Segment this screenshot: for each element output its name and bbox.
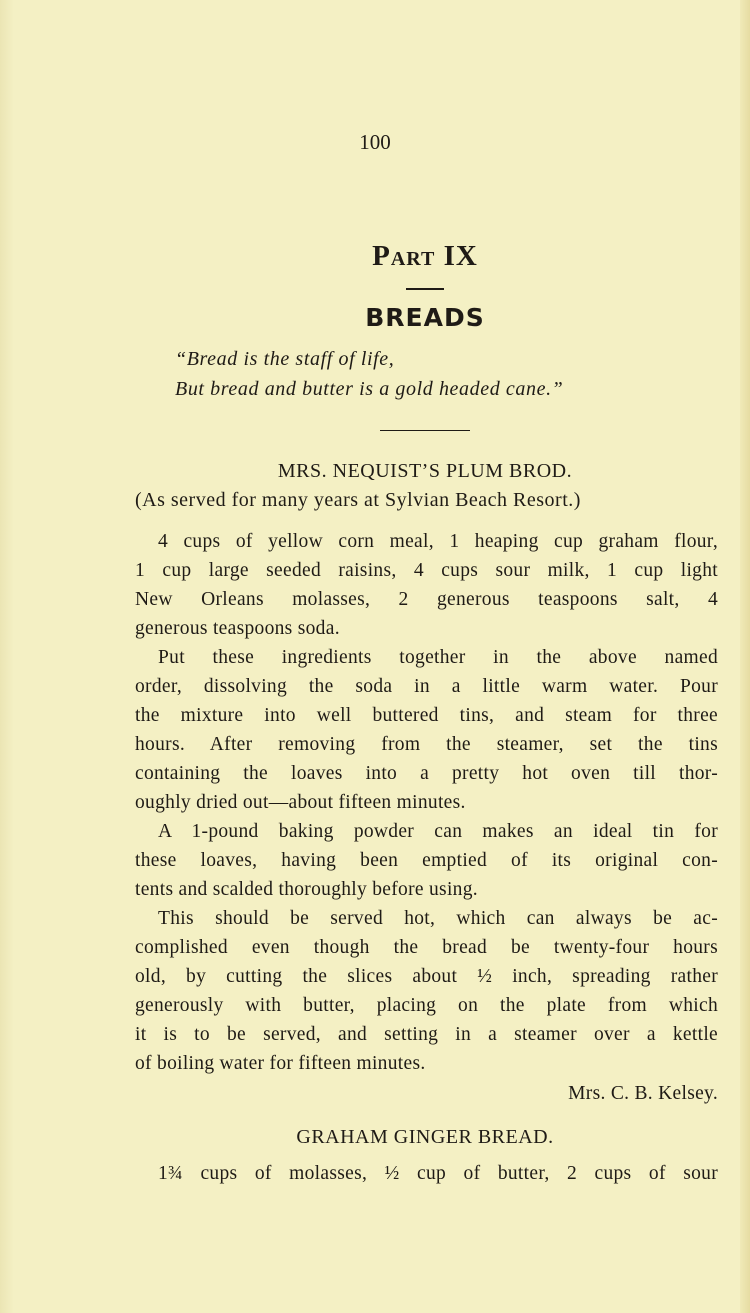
recipe-text-line: tents and scalded thoroughly before using.: [135, 879, 478, 900]
page-shadow-left: [0, 0, 14, 1313]
epigraph-line: “Bread is the staff of life,: [175, 348, 395, 370]
epigraph-line: But bread and butter is a gold headed cane.”: [175, 378, 564, 400]
recipe-text-line: generous teaspoons soda.: [135, 618, 340, 639]
page-number: 100: [359, 130, 391, 154]
recipe-text-line: old, by cutting the slices about ½ inch, spreading rather: [135, 966, 718, 987]
recipe-text-line: it is to be served, and setting in a steamer over a kettle: [135, 1024, 718, 1045]
recipe-text-line: oughly dried out—about fifteen minutes.: [135, 792, 466, 813]
recipe-text-line: This should be served hot, which can always be ac-: [158, 908, 718, 929]
recipe-signature: Mrs. C. B. Kelsey.: [568, 1083, 718, 1104]
recipe-text-line: of boiling water for fifteen minutes.: [135, 1053, 426, 1074]
recipe-text-line: generously with butter, placing on the plate from which: [135, 995, 718, 1016]
recipe-text-line: these loaves, having been emptied of its original con-: [135, 850, 718, 871]
recipe-text-line: A 1-pound baking powder can makes an ideal tin for: [158, 821, 718, 842]
page-edge-right: [740, 0, 750, 1313]
recipe-text-line: 4 cups of yellow corn meal, 1 heaping cup graham flour,: [158, 531, 718, 552]
recipe-text-line: the mixture into well buttered tins, and steam for three: [135, 705, 718, 726]
section-divider: [380, 430, 470, 431]
recipe-title: MRS. NEQUIST’S PLUM BROD.: [277, 460, 573, 482]
recipe-text-line: 1¾ cups of molasses, ½ cup of butter, 2 cups of sour: [158, 1163, 718, 1184]
recipe-text-line: 1 cup large seeded raisins, 4 cups sour milk, 1 cup light: [135, 560, 718, 581]
recipe-text-line: complished even though the bread be twenty-four hours: [135, 937, 718, 958]
recipe-title: GRAHAM GINGER BREAD.: [296, 1126, 554, 1148]
section-title: BREADS: [365, 303, 485, 332]
part-title: Part IX: [372, 240, 478, 272]
recipe-text-line: New Orleans molasses, 2 generous teaspoons salt, 4: [135, 589, 718, 610]
part-rule: [406, 288, 444, 290]
recipe-text-line: hours. After removing from the steamer, set the tins: [135, 734, 718, 755]
recipe-subtitle: (As served for many years at Sylvian Beach Resort.): [135, 489, 581, 511]
recipe-text-line: containing the loaves into a pretty hot oven till thor-: [135, 763, 718, 784]
recipe-text-line: order, dissolving the soda in a little warm water. Pour: [135, 676, 718, 697]
recipe-text-line: Put these ingredients together in the above named: [158, 647, 718, 668]
